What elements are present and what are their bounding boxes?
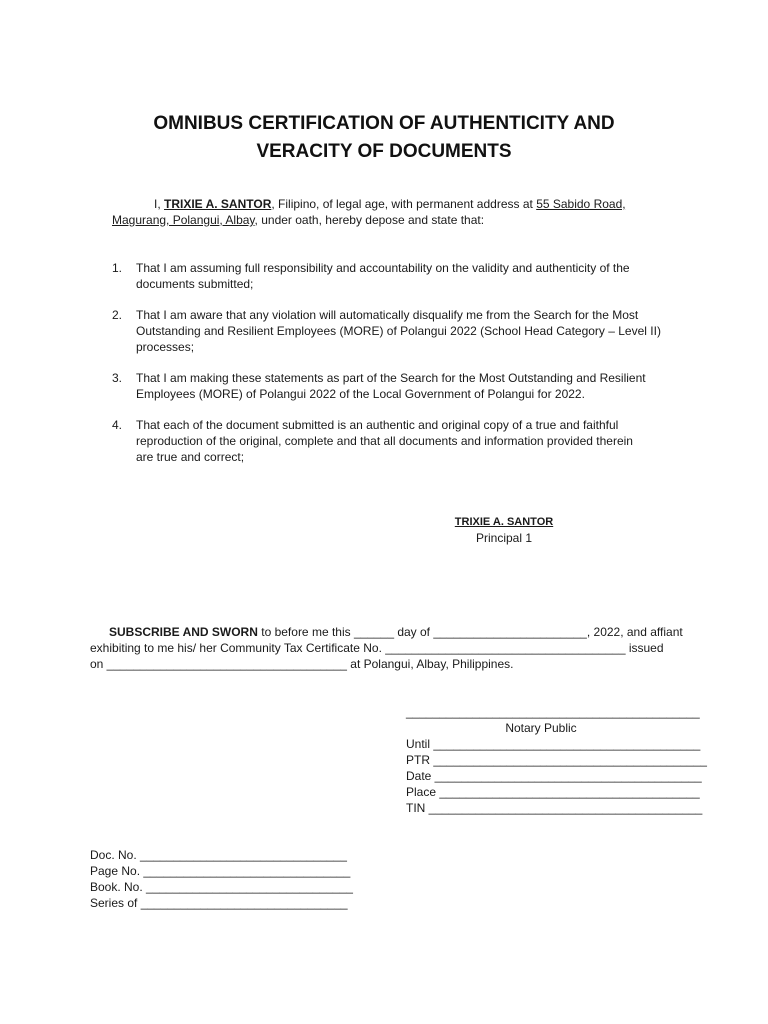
address-part-2: Magurang, Polangui, Albay: [112, 213, 255, 227]
jurat-bold: SUBSCRIBE AND SWORN: [109, 625, 258, 639]
item-number: 3.: [112, 371, 123, 385]
book-no-field: Book. No. _______________________________: [90, 880, 353, 894]
item-line: processes;: [136, 340, 195, 354]
intro-suffix: , under oath, hereby depose and state that:: [254, 213, 485, 227]
item-number: 4.: [112, 418, 123, 432]
document-title: [0, 110, 768, 166]
jurat-paragraph: [90, 624, 683, 672]
item-line: Outstanding and Resilient Employees (MORE) of Polangui 2022 (School Head Category – Level II): [136, 324, 661, 338]
list-item: [112, 370, 678, 402]
doc-registry-block: [90, 847, 390, 911]
item-line: Employees (MORE) of Polangui 2022 of the Local Government of Polangui for 2022.: [136, 387, 585, 401]
intro-prefix: I,: [154, 197, 165, 211]
notary-field-until: Until ________________________________________: [406, 737, 701, 751]
item-number: 1.: [112, 261, 123, 275]
doc-no-field: Doc. No. _______________________________: [90, 848, 347, 862]
item-line: documents submitted;: [136, 277, 254, 291]
item-line: That I am aware that any violation will automatically disqualify me from the Search for the Most: [136, 308, 639, 322]
list-item: [112, 260, 678, 292]
notary-field-place: Place _______________________________________: [406, 785, 700, 799]
notary-field-ptr: PTR _________________________________________: [406, 753, 707, 767]
item-line: are true and correct;: [136, 450, 245, 464]
item-line: That I am making these statements as part of the Search for the Most Outstanding and Resilient: [136, 371, 646, 385]
notary-title: Notary Public: [505, 721, 577, 735]
series-field: Series of _______________________________: [90, 896, 348, 910]
title-line-2: VERACITY OF DOCUMENTS: [256, 141, 512, 162]
jurat-line-3: on ____________________________________ at Polangui, Albay, Philippines.: [90, 657, 514, 671]
notary-sign-line: ____________________________________________: [406, 705, 700, 719]
item-number: 2.: [112, 308, 123, 322]
list-item: [112, 307, 678, 355]
affiant-signature-block: [420, 514, 588, 546]
notary-field-tin: TIN _________________________________________: [406, 801, 703, 815]
jurat-line-2: exhibiting to me his/ her Community Tax Certificate No. ____________________________________ issued: [90, 641, 664, 655]
item-line: That I am assuming full responsibility and accountability on the validity and authenticity of the: [136, 261, 630, 275]
statement-list: [112, 260, 678, 480]
intro-paragraph: [112, 196, 672, 228]
affiant-name: TRIXIE A. SANTOR: [164, 197, 272, 211]
item-line: That each of the document submitted is an authentic and original copy of a true and faithful: [136, 418, 619, 432]
page-no-field: Page No. _______________________________: [90, 864, 351, 878]
intro-mid: , Filipino, of legal age, with permanent address at: [271, 197, 537, 211]
item-line: reproduction of the original, complete and that all documents and information provided therein: [136, 434, 633, 448]
title-line-1: OMNIBUS CERTIFICATION OF AUTHENTICITY AND: [153, 113, 615, 134]
address-part-1: 55 Sabido Road,: [536, 197, 626, 211]
notary-block: [406, 704, 707, 816]
signature-position: Principal 1: [475, 531, 533, 545]
notary-field-date: Date ________________________________________: [406, 769, 702, 783]
jurat-line-1: to before me this ______ day of _______________________, 2022, and affiant: [257, 625, 683, 639]
list-item: [112, 417, 678, 465]
signature-name: TRIXIE A. SANTOR: [454, 516, 554, 528]
